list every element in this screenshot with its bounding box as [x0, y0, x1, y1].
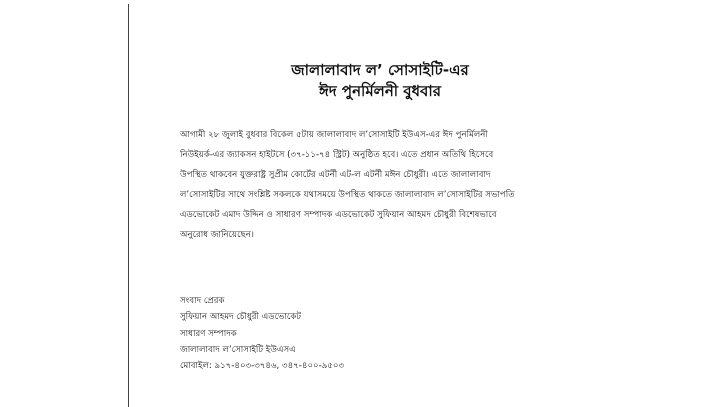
- page-margin-rule: [128, 4, 129, 407]
- headline-line-2: ঈদ পুনর্মিলনী বুধবার: [319, 82, 441, 100]
- sender-label: সংবাদ প্রেরক: [180, 296, 225, 306]
- body-line: ল’সোসাইটির সাথে সংশ্লিষ্ট সকলকে যথাসময়ে উপস্থিত থাকতে জালালাবাদ ল’সোসাইটির সভাপতি: [180, 190, 515, 200]
- body-line: এডভোকেট এমাদ উদ্দিন ও সাধারণ সম্পাদক এডভোকেট সুফিয়ান আহমদ চৌধুরী বিশেষভাবে: [180, 210, 497, 220]
- headline: [200, 60, 560, 102]
- body-line: আগামী ২৮ জুলাই বুধবার বিকেল ৫টায় জালালাবাদ ল’সোসাইটি ইউএস-এর ঈদ পুনর্মিলনী: [180, 130, 488, 140]
- sender-phone: মোবাইল: ৯১৭-৪০৩-৩৭৪৬, ৩৪৭-৪০০-৯৫০৩: [180, 361, 345, 372]
- sender-name: সুফিয়ান আহমদ চৌধুরী এডভোকেট: [180, 312, 302, 323]
- sender-role: সাধারণ সম্পাদক: [180, 328, 237, 339]
- sender-organization: জালালাবাদ ল’সোসাইটি ইউএসএ: [180, 344, 296, 355]
- signature-block: [180, 293, 540, 374]
- headline-line-1: জালালাবাদ ল’ সোসাইটি-এর: [291, 61, 469, 79]
- body-line: অনুরোধ জানিয়েছেন।: [180, 230, 254, 240]
- body-line: উপস্থিত থাকবেন যুক্তরাষ্ট্র সুপ্রীম কোর্টের এটর্নী এট-ল এটর্নী মঈন চৌধুরী। এতে জালালাবাদ: [180, 170, 491, 180]
- body-paragraph: [180, 125, 535, 245]
- body-line: নিউইয়র্ক-এর জ্যাকসন হাইটসে (৩৭-১১-৭৪ স্ট্রিট) অনুষ্ঠিত হবে। এতে প্রধান অতিথি হিসেবে: [180, 150, 494, 160]
